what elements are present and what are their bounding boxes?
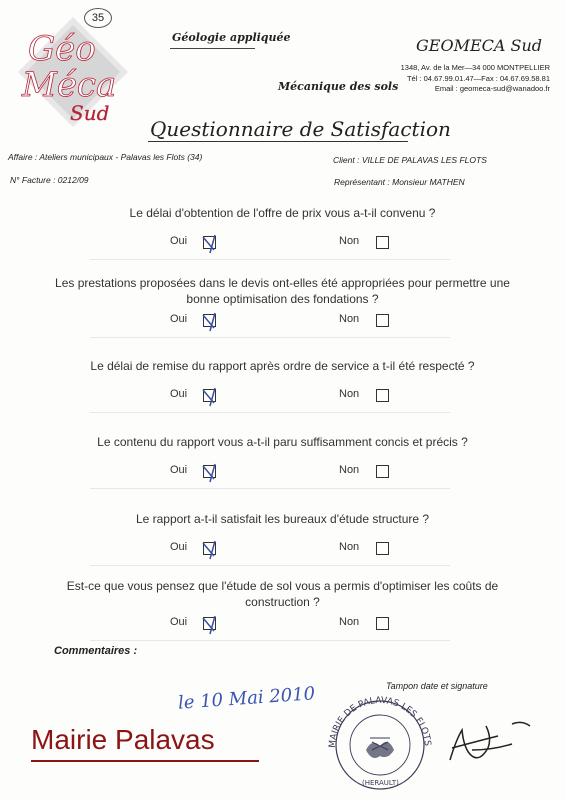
oui-checkbox[interactable] [203, 465, 216, 478]
question-text: Les prestations proposées dans le devis ont-elles été appropriées pour permettre une bonne optimisation des fondations ? [55, 276, 510, 306]
meta-facture: N° Facture : 0212/09 [10, 175, 89, 185]
meta-client: Client : VILLE DE PALAVAS LES FLOTS [333, 155, 487, 165]
question-divider [90, 640, 450, 641]
question-text: Le délai d'obtention de l'offre de prix vous a-t-il convenu ? [129, 206, 436, 220]
oui-checkbox[interactable] [203, 542, 216, 555]
non-label: Non [339, 464, 360, 476]
non-label: Non [339, 313, 360, 325]
form-title: Questionnaire de Satisfaction [150, 117, 451, 141]
oui-label: Oui [170, 235, 188, 247]
signature-label: Tampon date et signature [386, 681, 488, 691]
svg-text:Sud: Sud [70, 101, 110, 125]
question-text: Le rapport a-t-il satisfait les bureaux d'étude structure ? [135, 512, 430, 526]
non-checkbox[interactable] [376, 465, 389, 478]
question-divider [90, 565, 450, 566]
non-label: Non [339, 616, 360, 628]
geomeca-logo [8, 12, 138, 132]
company-address: 1348, Av. de la Mer—34 000 MONTPELLIER [400, 63, 550, 72]
meta-affaire: Affaire : Ateliers municipaux - Palavas les Flots (34) [8, 152, 203, 162]
question-divider [90, 259, 450, 260]
handwritten-date: le 10 Mai 2010 [177, 683, 316, 714]
meta-representant: Représentant : Monsieur MATHEN [334, 177, 465, 187]
company-contact [360, 63, 550, 95]
signatory-underline [31, 760, 259, 762]
oui-checkbox[interactable] [203, 617, 216, 630]
question-divider [90, 337, 450, 338]
non-checkbox[interactable] [376, 314, 389, 327]
header-geologie: Géologie appliquée [172, 31, 291, 44]
header-mecanique: Mécanique des sols [278, 80, 399, 93]
question-divider [90, 412, 450, 413]
page-number: 35 [84, 8, 112, 28]
non-checkbox[interactable] [376, 617, 389, 630]
question-text: Le contenu du rapport vous a-t-il paru suffisamment concis et précis ? [97, 435, 468, 449]
company-phone: Tél : 04.67.99.01.47—Fax : 04.67.69.58.81 [406, 73, 550, 83]
oui-label: Oui [170, 464, 188, 476]
oui-label: Oui [170, 388, 188, 400]
comments-label: Commentaires : [54, 645, 138, 657]
oui-label: Oui [170, 541, 188, 553]
question-text: Est-ce que vous pensez que l'étude de sol vous a permis d'optimiser les coûts de construction ? [66, 579, 499, 609]
question-text: Le délai de remise du rapport après ordre de service a t-il été respecté ? [90, 359, 475, 373]
non-checkbox[interactable] [376, 389, 389, 402]
non-checkbox[interactable] [376, 542, 389, 555]
non-checkbox[interactable] [376, 236, 389, 249]
company-name: GEOMECA Sud [416, 36, 543, 55]
svg-text:(HERAULT): (HERAULT) [362, 779, 399, 787]
non-label: Non [339, 541, 360, 553]
header-geologie-underline [170, 48, 255, 49]
svg-text:MAIRIE DE PALAVAS LES FLOTS: MAIRIE DE PALAVAS LES FLOTS [327, 695, 433, 749]
oui-checkbox[interactable] [203, 314, 216, 327]
official-stamp [322, 690, 554, 790]
question-divider [90, 488, 450, 489]
oui-checkbox[interactable] [203, 236, 216, 249]
oui-checkbox[interactable] [203, 389, 216, 402]
non-label: Non [339, 388, 360, 400]
oui-label: Oui [170, 313, 188, 325]
non-label: Non [339, 235, 360, 247]
signatory-name: Mairie Palavas [31, 724, 215, 755]
svg-text:Méca: Méca [22, 65, 117, 105]
company-email: Email : geomeca-sud@wanadoo.fr [434, 84, 550, 93]
svg-text:Géo: Géo [28, 29, 96, 69]
form-title-underline [148, 141, 408, 142]
oui-label: Oui [170, 616, 188, 628]
